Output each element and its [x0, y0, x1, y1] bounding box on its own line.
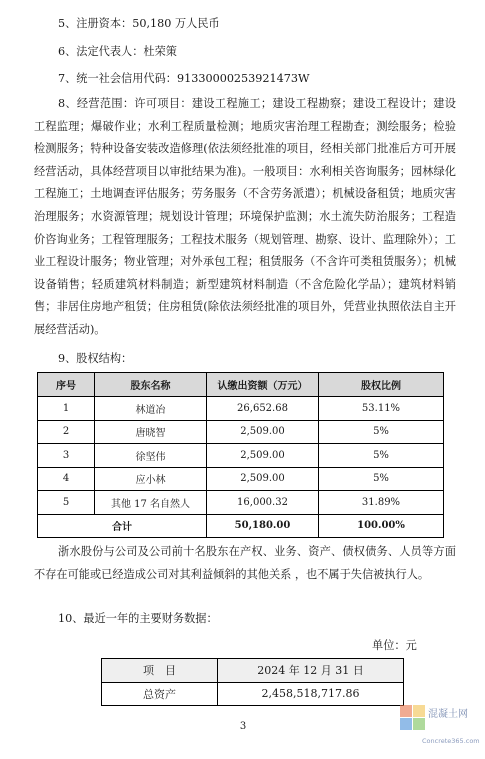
- total-label: 合计: [38, 514, 207, 538]
- item-value: 2,458,518,717.86: [218, 682, 404, 706]
- business-scope: 8、经营范围：许可项目：建设工程施工；建设工程勘察；建设工程设计；建设工程监理；爆破作业；水利工程质量检测；地质灾害治理工程勘查；测绘服务；检验检测服务；特种设备安装改造修理(依法须经批准的项目，经相关部门批准后方可开展经营活动，具体经营项目以审批结果为准)。一般项目：水利相关咨询服务；园林绿化工程施工；土地调查评估服务；劳务服务（不含劳务派遣）；机械设备租赁；地质灾害治理服务；水资源管理；规划设计管理；环境保护监测；水土流失防治服务；工程造价咨询业务；工程管理服务；工程技术服务（规划管理、勘察、设计、监理除外）；工业工程设计服务；物业管理；对外承包工程；租赁服务（不含许可类租赁服务）；机械设备销售；轻质建筑材料制造；新型建筑材料制造（不含危险化学品）；建筑材料销售；非居住房地产租赁；住房租赁(除依法须经批准的项目外，凭营业执照依法自主开展经营活动)。: [34, 97, 456, 336]
- equity-ratio: 5%: [319, 444, 444, 468]
- subscribed-capital: 2,509.00: [207, 444, 319, 468]
- equity-table: [37, 372, 444, 538]
- watermark-name: 混凝土网: [428, 709, 468, 720]
- tile: [413, 718, 425, 730]
- subscribed-capital: 2,509.00: [207, 467, 319, 491]
- subscribed-capital: 26,652.68: [207, 397, 319, 421]
- table-row: [38, 444, 444, 468]
- header-cell: 股东名称: [95, 373, 207, 397]
- table-row: [38, 491, 444, 515]
- table-row: [38, 420, 444, 444]
- equity-ratio: 31.89%: [319, 491, 444, 515]
- total-row: [38, 514, 444, 538]
- watermark-url: Concrete365.com: [422, 737, 480, 745]
- watermark-logo: [398, 701, 478, 755]
- header-cell: 项 目: [102, 659, 218, 683]
- finance-table: [101, 658, 404, 706]
- header-cell: 序号: [38, 373, 95, 397]
- shareholder-name: 应小林: [95, 467, 207, 491]
- row-index: 3: [38, 444, 95, 468]
- shareholder-name: 唐晓智: [95, 420, 207, 444]
- equity-heading: 9、股权结构：: [58, 352, 133, 365]
- row-index: 5: [38, 491, 95, 515]
- credit-code: 7、统一社会信用代码：91330000253921473W: [58, 72, 310, 85]
- header-cell: 2024 年 12 月 31 日: [218, 659, 404, 683]
- subscribed-capital: 2,509.00: [207, 420, 319, 444]
- total-ratio: 100.00%: [319, 514, 444, 538]
- table-row: [102, 682, 404, 706]
- relation-statement: 浙水股份与公司及公司前十名股东在产权、业务、资产、债权债务、人员等方面不存在可能或已经造成公司对其利益倾斜的其他关系 ，也不属于失信被执行人。: [34, 545, 456, 581]
- shareholder-name: 林道冶: [95, 397, 207, 421]
- equity-table-header: [38, 373, 444, 397]
- subscribed-capital: 16,000.32: [207, 491, 319, 515]
- equity-ratio: 53.11%: [319, 397, 444, 421]
- shareholder-name: 其他 17 名自然人: [95, 491, 207, 515]
- legal-representative: 6、法定代表人：杜荣策: [58, 45, 177, 58]
- tile: [400, 705, 412, 717]
- row-index: 2: [38, 420, 95, 444]
- equity-ratio: 5%: [319, 420, 444, 444]
- tile: [400, 718, 412, 730]
- equity-ratio: 5%: [319, 467, 444, 491]
- row-index: 4: [38, 467, 95, 491]
- logo-tiles-icon: [400, 705, 426, 731]
- registered-capital: 5、注册资本：50,180 万人民币: [58, 17, 220, 30]
- shareholder-name: 徐坚伟: [95, 444, 207, 468]
- table-row: [38, 397, 444, 421]
- row-index: 1: [38, 397, 95, 421]
- finance-heading: 10、最近一年的主要财务数据：: [58, 612, 218, 625]
- tile: [413, 705, 425, 717]
- total-capital: 50,180.00: [207, 514, 319, 538]
- table-row: [38, 467, 444, 491]
- finance-table-header: [102, 659, 404, 683]
- header-cell: 股权比例: [319, 373, 444, 397]
- header-cell: 认缴出资额（万元）: [207, 373, 319, 397]
- unit-label: 单位：元: [372, 639, 417, 652]
- page-number: 3: [239, 721, 247, 732]
- item-label: 总资产: [102, 682, 218, 706]
